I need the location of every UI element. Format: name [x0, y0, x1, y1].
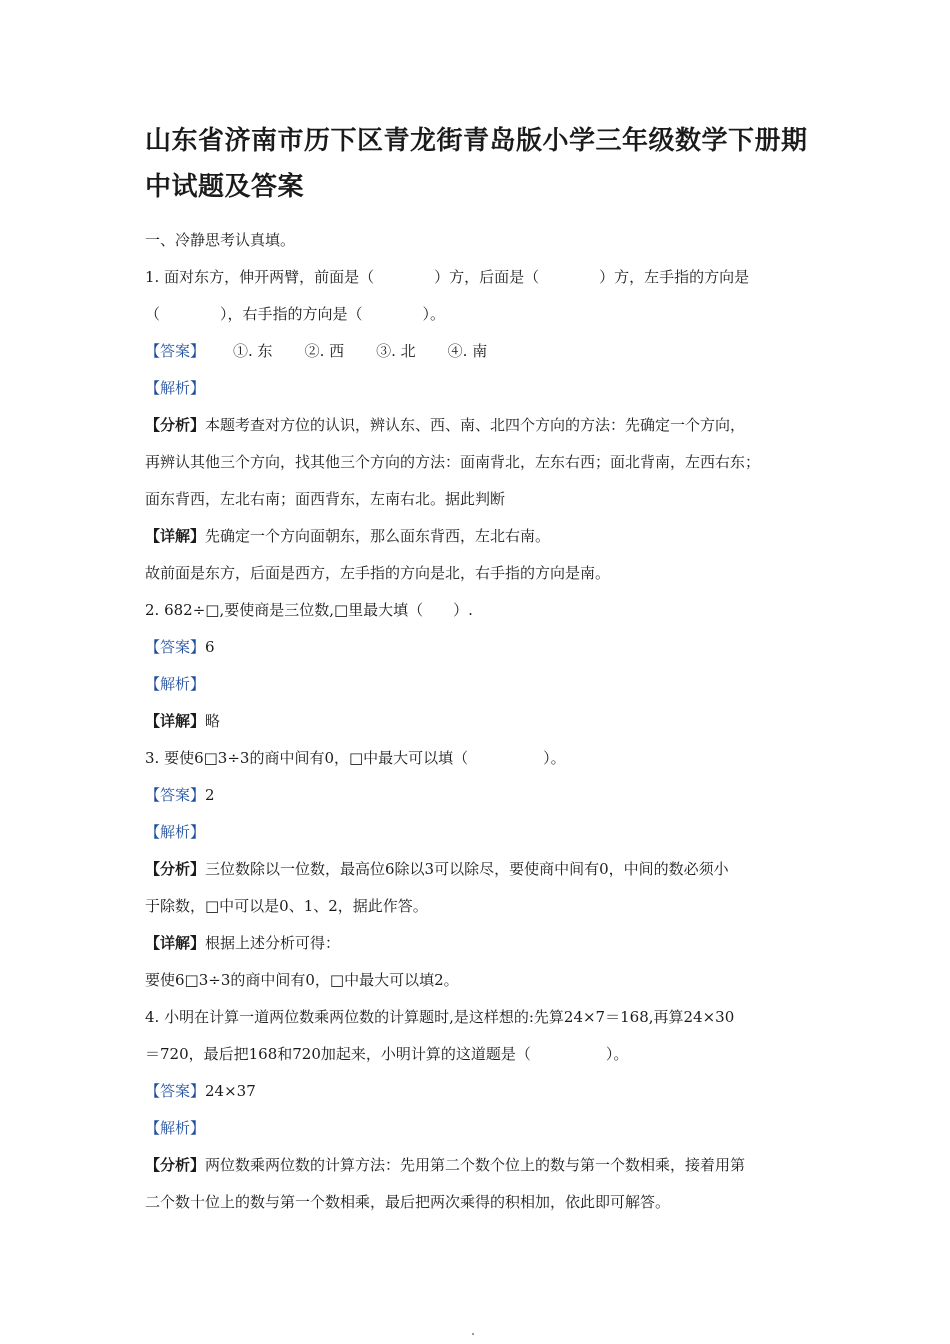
- q4-analysis-text-1: 两位数乘两位数的计算方法：先用第二个数个位上的数与第一个数相乘，接着用第: [205, 1156, 746, 1174]
- q3-analysis-heading: [145, 814, 810, 851]
- answer-tag: 【答案】: [145, 342, 206, 360]
- q4-analysis-heading: [145, 1110, 810, 1147]
- detail-tag: 【详解】: [145, 934, 206, 952]
- detail-tag: 【详解】: [145, 712, 206, 730]
- q4-analysis-line-1: [145, 1147, 810, 1184]
- q3-analysis-line-2: 于除数，□中可以是0、1、2，据此作答。: [145, 897, 428, 915]
- document-title: [145, 118, 810, 210]
- footer-mark: [472, 1333, 474, 1335]
- q1-text-line-1: 1. 面对东方，伸开两臂，前面是（ ）方，后面是（ ）方，左手指的方向是: [145, 268, 750, 286]
- q3-detail-line-2: 要使6□3÷3的商中间有0，□中最大可以填2。: [145, 971, 459, 989]
- title-line-2: 中试题及答案: [145, 172, 305, 202]
- q1-analysis-text-1: 本题考查对方位的认识，辨认东、西、南、北四个方向的方法：先确定一个方向，: [205, 416, 746, 434]
- q3-answer-row: [145, 777, 810, 814]
- section-heading: 一、冷静思考认真填。: [145, 231, 296, 249]
- q1-answer-row: [145, 333, 810, 370]
- analysis-tag: 【分析】: [145, 1156, 206, 1174]
- q1-analysis-line-1: [145, 407, 810, 444]
- q2-detail-row: [145, 703, 810, 740]
- analysis-tag: 【分析】: [145, 416, 206, 434]
- q1-detail-line-1: [145, 518, 810, 555]
- q1-answer-1: ①. 东: [233, 342, 273, 360]
- analysis-heading-tag: 【解析】: [145, 379, 206, 397]
- q1-answer-2: ②. 西: [304, 342, 345, 360]
- q1-detail-text-1: 先确定一个方向面朝东，那么面东背西，左北右南。: [205, 527, 551, 545]
- q4-analysis-line-2: 二个数十位上的数与第一个数相乘，最后把两次乘得的积相加，依此即可解答。: [145, 1193, 671, 1211]
- q1-analysis-line-3: 面东背西，左北右南；面西背东，左南右北。据此判断: [145, 490, 506, 508]
- answer-tag: 【答案】: [145, 786, 206, 804]
- analysis-heading-tag: 【解析】: [145, 675, 206, 693]
- q2-answer: 6: [205, 638, 215, 656]
- q4-text-line-1: 4. 小明在计算一道两位数乘两位数的计算题时,是这样想的:先算24×7＝168,再算24×30: [145, 1008, 735, 1026]
- q1-text-line-2: （ ），右手指的方向是（ ）。: [145, 305, 446, 323]
- q1-answer-4: ④. 南: [447, 342, 488, 360]
- analysis-heading-tag: 【解析】: [145, 823, 206, 841]
- q1-detail-line-2: 故前面是东方，后面是西方，左手指的方向是北，右手指的方向是南。: [145, 564, 611, 582]
- q3-text: 3. 要使6□3÷3的商中间有0，□中最大可以填（ ）。: [145, 749, 566, 767]
- answer-tag: 【答案】: [145, 638, 206, 656]
- q3-answer: 2: [205, 786, 215, 804]
- q2-answer-row: [145, 629, 810, 666]
- q1-answer-3: ③. 北: [376, 342, 416, 360]
- analysis-heading-tag: 【解析】: [145, 1119, 206, 1137]
- answer-tag: 【答案】: [145, 1082, 206, 1100]
- q4-answer: 24×37: [205, 1082, 256, 1100]
- q2-detail: 略: [205, 712, 221, 730]
- q3-detail-line-1: [145, 925, 810, 962]
- q2-analysis-heading: [145, 666, 810, 703]
- q4-answer-row: [145, 1073, 810, 1110]
- q3-analysis-line-1: [145, 851, 810, 888]
- q3-analysis-text-1: 三位数除以一位数，最高位6除以3可以除尽，要使商中间有0，中间的数必须小: [205, 860, 729, 878]
- detail-tag: 【详解】: [145, 527, 206, 545]
- document-page: [145, 118, 810, 1221]
- q2-text: 2. 682÷□,要使商是三位数,□里最大填（ ）.: [145, 601, 473, 619]
- analysis-tag: 【分析】: [145, 860, 206, 878]
- q1-analysis-line-2: 再辨认其他三个方向，找其他三个方向的方法：面南背北，左东右西；面北背南，左西右东；: [145, 453, 761, 471]
- q1-analysis-heading: [145, 370, 810, 407]
- q4-text-line-2: ＝720，最后把168和720加起来，小明计算的这道题是（ ）。: [145, 1045, 629, 1063]
- title-line-1: 山东省济南市历下区青龙街青岛版小学三年级数学下册期: [145, 126, 808, 156]
- q3-detail-text-1: 根据上述分析可得：: [205, 934, 341, 952]
